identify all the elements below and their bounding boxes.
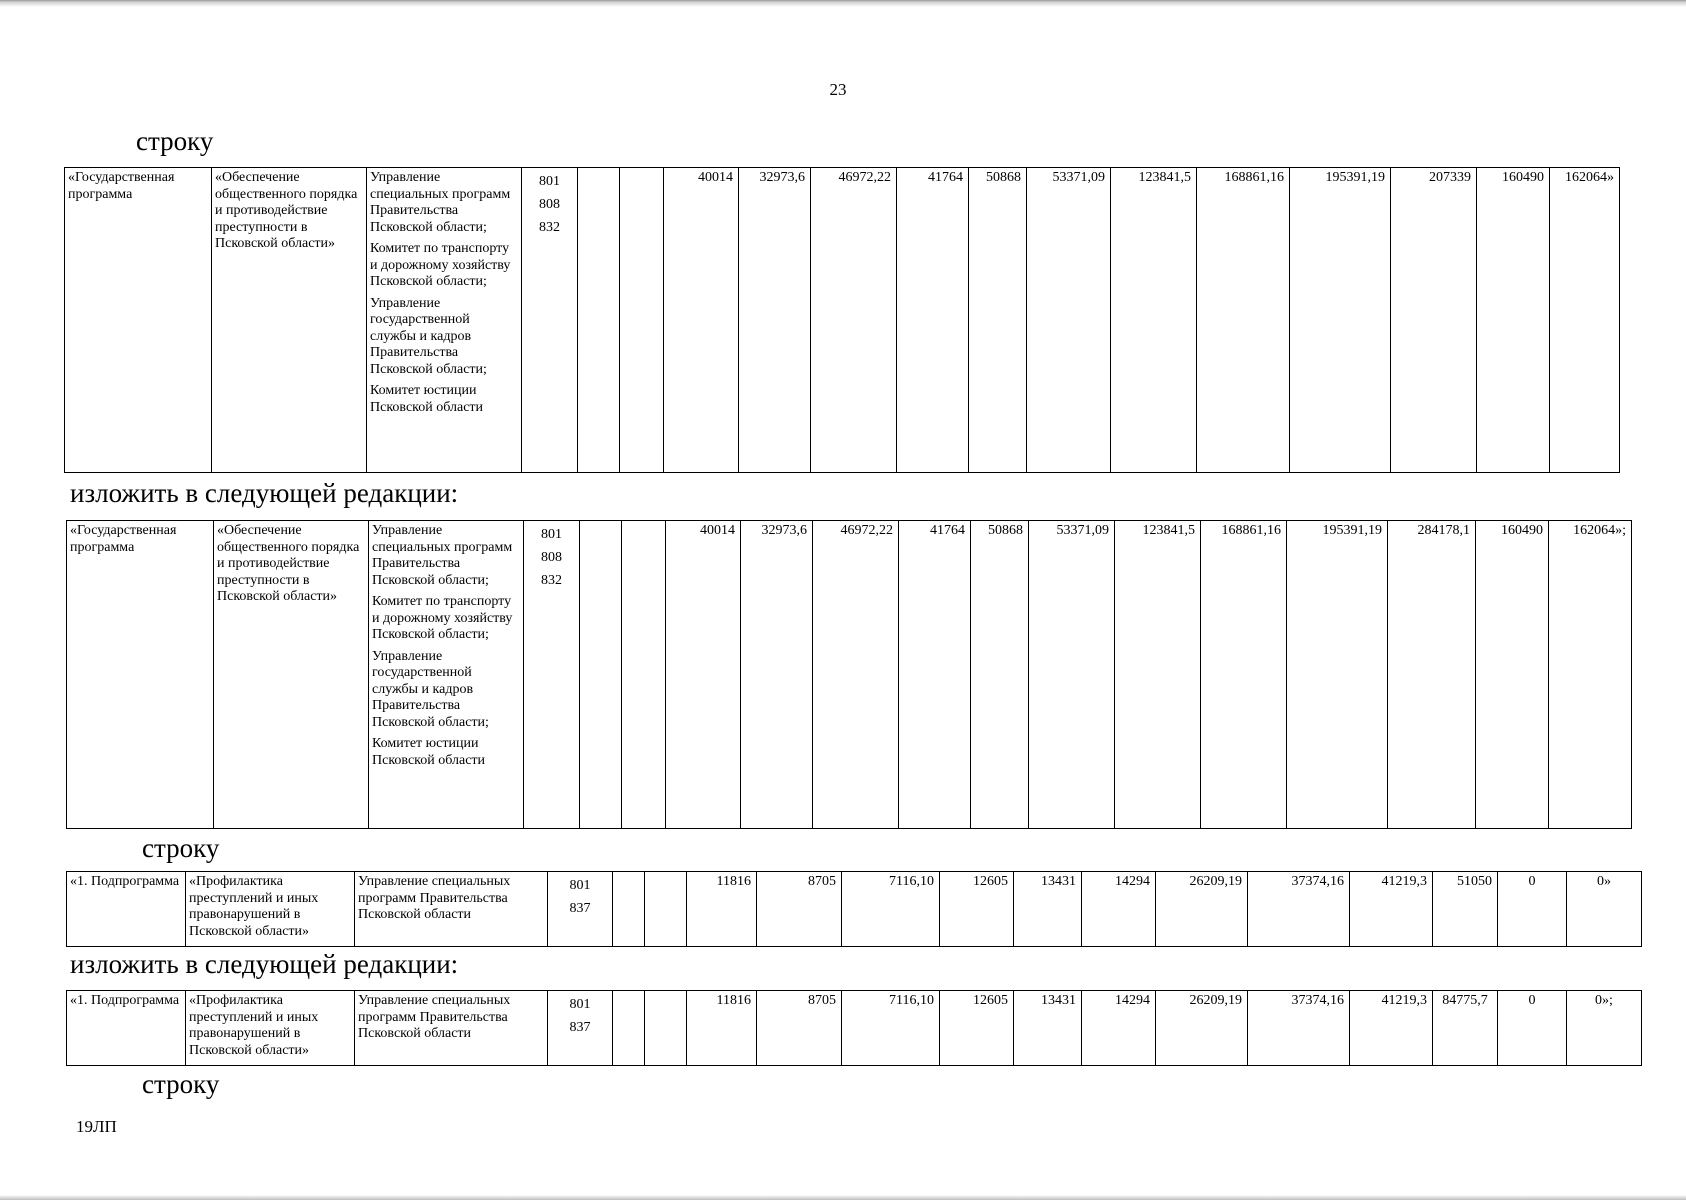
empty-cell	[620, 168, 664, 473]
value-cell: 123841,5	[1111, 168, 1197, 473]
empty-cell	[613, 991, 645, 1066]
value-cell: 37374,16	[1248, 872, 1350, 947]
heading-line-word-2: строку	[142, 833, 220, 863]
value-cell: 41219,3	[1350, 872, 1433, 947]
heading-line-word-1: строку	[136, 126, 214, 156]
value-cell: 7116,10	[842, 872, 940, 947]
subprogram-table-new	[66, 990, 1642, 1066]
value-cell: 53371,09	[1029, 521, 1115, 829]
value-cell: 40014	[666, 521, 741, 829]
value-cell: 41219,3	[1350, 991, 1433, 1066]
executor-item: Комитет по транспорту и дорожному хозяйству Псковской области;	[370, 241, 511, 289]
code-item: 801	[539, 174, 560, 189]
code-item: 801	[569, 997, 591, 1012]
heading-redaction-1: изложить в следующей редакции:	[70, 478, 459, 508]
value-cell: 195391,19	[1290, 168, 1391, 473]
program-name-cell: «Обеспечение общественного порядка и противодействие преступности в Псковской области»	[212, 168, 367, 473]
value-cell: 41764	[899, 521, 971, 829]
table-row	[65, 168, 1620, 473]
value-cell: 8705	[757, 872, 842, 947]
value-cell: 13431	[1014, 991, 1082, 1066]
value-cell: 11816	[687, 991, 757, 1066]
value-cell: 11816	[687, 872, 757, 947]
empty-cell	[645, 872, 687, 947]
value-cell: 40014	[664, 168, 739, 473]
value-cell: 84775,7	[1433, 991, 1498, 1066]
value-cell: 14294	[1082, 991, 1156, 1066]
table-row	[67, 991, 1642, 1066]
codes-cell	[524, 521, 580, 829]
executor-item: Управление государственной службы и кадров Правительства Псковской области;	[370, 295, 487, 377]
executors-cell	[369, 521, 524, 829]
value-cell: 26209,19	[1156, 872, 1248, 947]
value-cell: 50868	[971, 521, 1029, 829]
value-cell: 284178,1	[1388, 521, 1476, 829]
value-cell: 7116,10	[842, 991, 940, 1066]
codes-cell	[548, 991, 613, 1066]
value-cell: 46972,22	[811, 168, 897, 473]
codes-cell	[522, 168, 578, 473]
value-cell: 160490	[1476, 521, 1549, 829]
scan-edge-top	[0, 0, 1686, 8]
value-cell: 12605	[940, 991, 1014, 1066]
code-item: 801	[541, 527, 562, 542]
code-item: 808	[539, 197, 560, 212]
value-cell: 0»	[1567, 872, 1642, 947]
code-item: 837	[569, 1020, 591, 1035]
program-type-cell: «Государственная программа	[65, 168, 212, 473]
value-cell: 195391,19	[1287, 521, 1388, 829]
value-cell: 26209,19	[1156, 991, 1248, 1066]
subprogram-table-old	[66, 871, 1642, 947]
value-cell: 162064»	[1550, 168, 1620, 473]
code-item: 832	[541, 573, 562, 588]
subprogram-name-cell: «Профилактика преступлений и иных правонарушений в Псковской области»	[186, 991, 355, 1066]
value-cell: 37374,16	[1248, 991, 1350, 1066]
table-row	[67, 872, 1642, 947]
executor-item: Комитет юстиции Псковской области	[372, 736, 486, 768]
executor-item: Управление специальных программ Правительства Псковской области;	[370, 170, 511, 235]
value-cell: 160490	[1477, 168, 1550, 473]
table-row	[67, 521, 1632, 829]
value-cell: 51050	[1433, 872, 1498, 947]
value-cell: 13431	[1014, 872, 1082, 947]
value-cell: 8705	[757, 991, 842, 1066]
value-cell: 32973,6	[741, 521, 813, 829]
footer-code: 19ЛП	[76, 1117, 117, 1136]
program-name-cell: «Обеспечение общественного порядка и противодействие преступности в Псковской области»	[214, 521, 369, 829]
executors-cell	[367, 168, 522, 473]
empty-cell	[578, 168, 620, 473]
heading-line-word-3: строку	[142, 1069, 220, 1099]
value-cell: 12605	[940, 872, 1014, 947]
subprogram-type-cell: «1. Подпрограмма	[67, 872, 186, 947]
value-cell: 162064»;	[1549, 521, 1632, 829]
executor-item: Комитет юстиции Псковской области	[370, 383, 484, 415]
subprogram-name-cell: «Профилактика преступлений и иных правонарушений в Псковской области»	[186, 872, 355, 947]
value-cell: 46972,22	[813, 521, 899, 829]
code-item: 832	[539, 220, 560, 235]
empty-cell	[645, 991, 687, 1066]
value-cell: 14294	[1082, 872, 1156, 947]
value-cell: 0	[1498, 872, 1567, 947]
program-table-new	[66, 520, 1632, 829]
empty-cell	[622, 521, 666, 829]
subprogram-type-cell: «1. Подпрограмма	[67, 991, 186, 1066]
executor-cell: Управление специальных программ Правительства Псковской области	[355, 991, 548, 1066]
value-cell: 32973,6	[739, 168, 811, 473]
value-cell: 50868	[969, 168, 1027, 473]
program-type-cell: «Государственная программа	[67, 521, 214, 829]
empty-cell	[580, 521, 622, 829]
scan-edge-bottom	[0, 1194, 1686, 1200]
heading-redaction-2: изложить в следующей редакции:	[70, 949, 459, 979]
code-item: 801	[569, 878, 591, 893]
value-cell: 0	[1498, 991, 1567, 1066]
value-cell: 207339	[1391, 168, 1477, 473]
value-cell: 123841,5	[1115, 521, 1201, 829]
value-cell: 0»;	[1567, 991, 1642, 1066]
value-cell: 168861,16	[1201, 521, 1287, 829]
value-cell: 41764	[897, 168, 969, 473]
code-item: 808	[541, 550, 562, 565]
executor-item: Управление специальных программ Правительства Псковской области;	[372, 523, 513, 588]
program-table-old	[64, 167, 1620, 473]
value-cell: 168861,16	[1197, 168, 1290, 473]
executor-cell: Управление специальных программ Правительства Псковской области	[355, 872, 548, 947]
executor-item: Комитет по транспорту и дорожному хозяйству Псковской области;	[372, 594, 513, 642]
value-cell: 53371,09	[1027, 168, 1111, 473]
code-item: 837	[569, 901, 591, 916]
executor-item: Управление государственной службы и кадров Правительства Псковской области;	[372, 648, 489, 730]
page-number: 23	[829, 80, 847, 99]
empty-cell	[613, 872, 645, 947]
codes-cell	[548, 872, 613, 947]
